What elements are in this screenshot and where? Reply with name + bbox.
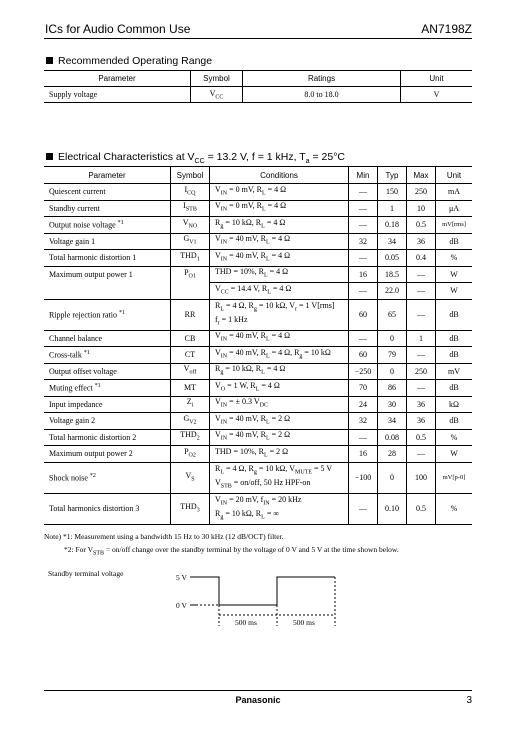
unit-cell: dB [436,299,473,330]
typ-cell: 0 [378,330,407,347]
max-cell: — [407,446,436,463]
symbol-cell: $G_{V1}$ [171,233,210,250]
max-cell: 36 [407,396,436,413]
conditions-cell: $R_L = 4$ Ω, $R_g = 10$ kΩ, $V_r = 1$ V[rms] $f_r = 1$ kHz [210,299,349,330]
typ-cell: 34 [378,233,407,250]
conditions-cell: THD = 10%, $R_L = 4$ Ω [210,266,349,283]
symbol-cell: $THD_2$ [171,429,210,446]
standby-waveform [196,577,335,605]
unit-cell: mV[p-0] [436,462,473,493]
min-cell: 32 [349,413,378,430]
typ-cell: 150 [378,184,407,201]
unit-cell: kΩ [436,396,473,413]
symbol-cell: CT [171,347,210,364]
min-cell: — [349,283,378,300]
symbol-cell: $P_{O1}$ [171,266,210,283]
header-title: ICs for Audio Common Use [45,22,191,36]
symbol-cell: $G_{V2}$ [171,413,210,430]
typ-cell: 0.08 [378,429,407,446]
symbol-cell: $V_{off}$ [171,363,210,380]
section-heading-recommended: Recommended Operating Range [46,55,212,67]
col-header: Max [407,167,436,184]
typ-cell: 0.10 [378,493,407,524]
col-header: Min [349,167,378,184]
typ-cell: 0.18 [378,217,407,234]
conditions-cell: $R_g = 10$ kΩ, $R_L = 4$ Ω [210,217,349,234]
col-header: Typ [378,167,407,184]
conditions-cell: $V_{IN} = 40$ mV, $R_L = 2$ Ω [210,413,349,430]
typ-cell: 18.5 [378,266,407,283]
unit-cell: dB [436,413,473,430]
param-cell: Total harmonic distortion 2 [44,429,171,446]
param-cell: Total harmonic distortion 1 [44,250,171,267]
min-cell: 24 [349,396,378,413]
unit-cell: mV [436,363,473,380]
typ-cell: 0.05 [378,250,407,267]
col-header: Unit [436,167,473,184]
max-cell: — [407,299,436,330]
param-cell: Voltage gain 2 [44,413,171,430]
max-cell: 0.4 [407,250,436,267]
max-cell: — [407,347,436,364]
max-cell: 10 [407,200,436,217]
param-cell: Channel balance [44,330,171,347]
col-header: Ratings [243,71,401,87]
col-header: Conditions [210,167,349,184]
conditions-cell: $V_{IN} = 40$ mV, $R_L = 4$ Ω, $R_g = 10$ kΩ [210,347,349,364]
interval-label-2: 500 ms [293,618,315,627]
unit-cell: % [436,493,473,524]
unit-cell: W [436,446,473,463]
min-cell: 32 [349,233,378,250]
param-cell: Standby current [44,200,171,217]
max-cell: 250 [407,363,436,380]
typ-cell: 0 [378,363,407,380]
symbol-cell: $V_{CC}$ [191,87,243,103]
conditions-cell: $V_{IN} = 0$ mV, $R_L = 4$ Ω [210,184,349,201]
symbol-cell: $THD_3$ [171,493,210,524]
min-cell: 60 [349,299,378,330]
min-cell: — [349,429,378,446]
min-cell: 60 [349,347,378,364]
unit-cell: dB [436,330,473,347]
unit-cell: % [436,429,473,446]
max-cell: — [407,380,436,397]
param-cell: Supply voltage [44,87,191,103]
max-cell: 36 [407,233,436,250]
conditions-cell: THD = 10%, $R_L = 2$ Ω [210,446,349,463]
param-cell: Maximum output power 2 [44,446,171,463]
symbol-cell: $I_{STB}$ [171,200,210,217]
typ-cell: 22.0 [378,283,407,300]
conditions-cell: $V_{IN} = 40$ mV, $R_L = 4$ Ω [210,250,349,267]
max-cell: 100 [407,462,436,493]
param-cell: Voltage gain 1 [44,233,171,250]
col-header: Parameter [44,167,171,184]
conditions-cell: $V_{IN} = 0$ mV, $R_L = 4$ Ω [210,200,349,217]
conditions-cell: $V_O = 1$ W, $R_L = 4$ Ω [210,380,349,397]
min-cell: — [349,330,378,347]
conditions-cell: $R_g = 10$ kΩ, $R_L = 4$ Ω [210,363,349,380]
param-cell: Output noise voltage $^{*1}$ [44,217,171,234]
min-cell: 70 [349,380,378,397]
typ-cell: 28 [378,446,407,463]
param-cell: Output offset voltage [44,363,171,380]
note-1: Note) *1: Measurement using a bandwidth 15 Hz to 30 kHz (12 dB/OCT) filter. [44,532,284,541]
col-header: Parameter [44,71,191,87]
min-cell: — [349,200,378,217]
footer-brand-logo: Panasonic [235,695,281,705]
section-heading-electrical: Electrical Characteristics at $V_{CC} = 13.2$ V, f = 1 kHz, $T_a = 25^\circ C$ [46,151,345,165]
max-cell: 0.5 [407,429,436,446]
min-cell: 16 [349,266,378,283]
unit-cell: dB [436,347,473,364]
symbol-cell: $I_{CQ}$ [171,184,210,201]
symbol-cell: MT [171,380,210,397]
symbol-cell: $V_S$ [171,462,210,493]
rating-cell: 8.0 to 18.0 [243,87,401,103]
interval-label-1: 500 ms [235,618,257,627]
unit-cell: mV[rms] [436,217,473,234]
typ-cell: 0 [378,462,407,493]
min-cell: — [349,493,378,524]
typ-cell: 1 [378,200,407,217]
unit-cell: dB [436,233,473,250]
max-cell: — [407,283,436,300]
symbol-cell: RR [171,299,210,330]
param-cell: Muting effect $^{*1}$ [44,380,171,397]
col-header: Symbol [171,167,210,184]
typ-cell: 34 [378,413,407,430]
col-header: Unit [401,71,473,87]
conditions-cell: $V_{IN} = 40$ mV, $R_L = 4$ Ω [210,233,349,250]
note-2: *2: For $V_{STB} = on/off$ change over the standby terminal by the voltage of 0 V and 5 V at the time shown below. [64,545,399,557]
unit-cell: W [436,266,473,283]
timing-label: Standby terminal voltage [48,569,124,578]
unit-cell: V [401,87,473,103]
param-cell: Maximum output power 1 [44,266,171,283]
footer-rule [44,690,472,691]
min-cell: — [349,184,378,201]
conditions-cell: $V_{IN}$ = ± 0.3 $V_{DC}$ [210,396,349,413]
min-cell: 16 [349,446,378,463]
symbol-cell: $P_{O2}$ [171,446,210,463]
max-cell: 250 [407,184,436,201]
param-cell: Ripple rejection ratio $^{*1}$ [44,299,171,330]
param-cell: Shock noise $^{*2}$ [44,462,171,493]
param-cell: Input impedance [44,396,171,413]
typ-cell: 86 [378,380,407,397]
param-cell: Quiescent current [44,184,171,201]
unit-cell: mA [436,184,473,201]
param-cell: Cross-talk $^{*1}$ [44,347,171,364]
conditions-cell: $V_{IN} = 40$ mV, $R_L = 4$ Ω [210,330,349,347]
voltage-low-label: 0 V [176,601,187,610]
symbol-cell: $THD_1$ [171,250,210,267]
col-header: Symbol [191,71,243,87]
conditions-cell: $R_L = 4$ Ω, $R_g = 10$ kΩ, $V_{MUTE} = 5$ V $V_{STB} = on/off$, 50 Hz HPF-on [210,462,349,493]
min-cell: — [349,217,378,234]
conditions-cell: $V_{IN} = 20$ mV, $f_{IN} = 20$ kHz $R_g = 10$ kΩ, $R_L$ = ∞ [210,493,349,524]
typ-cell: 79 [378,347,407,364]
symbol-cell: $Z_i$ [171,396,210,413]
conditions-cell: $V_{CC} = 14.4$ V, $R_L = 4$ Ω [210,283,349,300]
typ-cell: 30 [378,396,407,413]
max-cell: 36 [407,413,436,430]
voltage-high-label: 5 V [176,573,187,582]
unit-cell: μA [436,200,473,217]
header-part-number: AN7198Z [421,22,472,36]
typ-cell: 65 [378,299,407,330]
max-cell: — [407,266,436,283]
min-cell: — [349,250,378,267]
min-cell: −100 [349,462,378,493]
unit-cell: W [436,283,473,300]
symbol-cell: $V_{NO}$ [171,217,210,234]
unit-cell: % [436,250,473,267]
symbol-cell: CB [171,330,210,347]
min-cell: −250 [349,363,378,380]
max-cell: 0.5 [407,493,436,524]
unit-cell: dB [436,380,473,397]
page-number: 3 [466,695,472,706]
conditions-cell: $V_{IN} = 40$ mV, $R_L = 2$ Ω [210,429,349,446]
param-cell: Total harmonics distortion 3 [44,493,171,524]
max-cell: 1 [407,330,436,347]
max-cell: 0.5 [407,217,436,234]
